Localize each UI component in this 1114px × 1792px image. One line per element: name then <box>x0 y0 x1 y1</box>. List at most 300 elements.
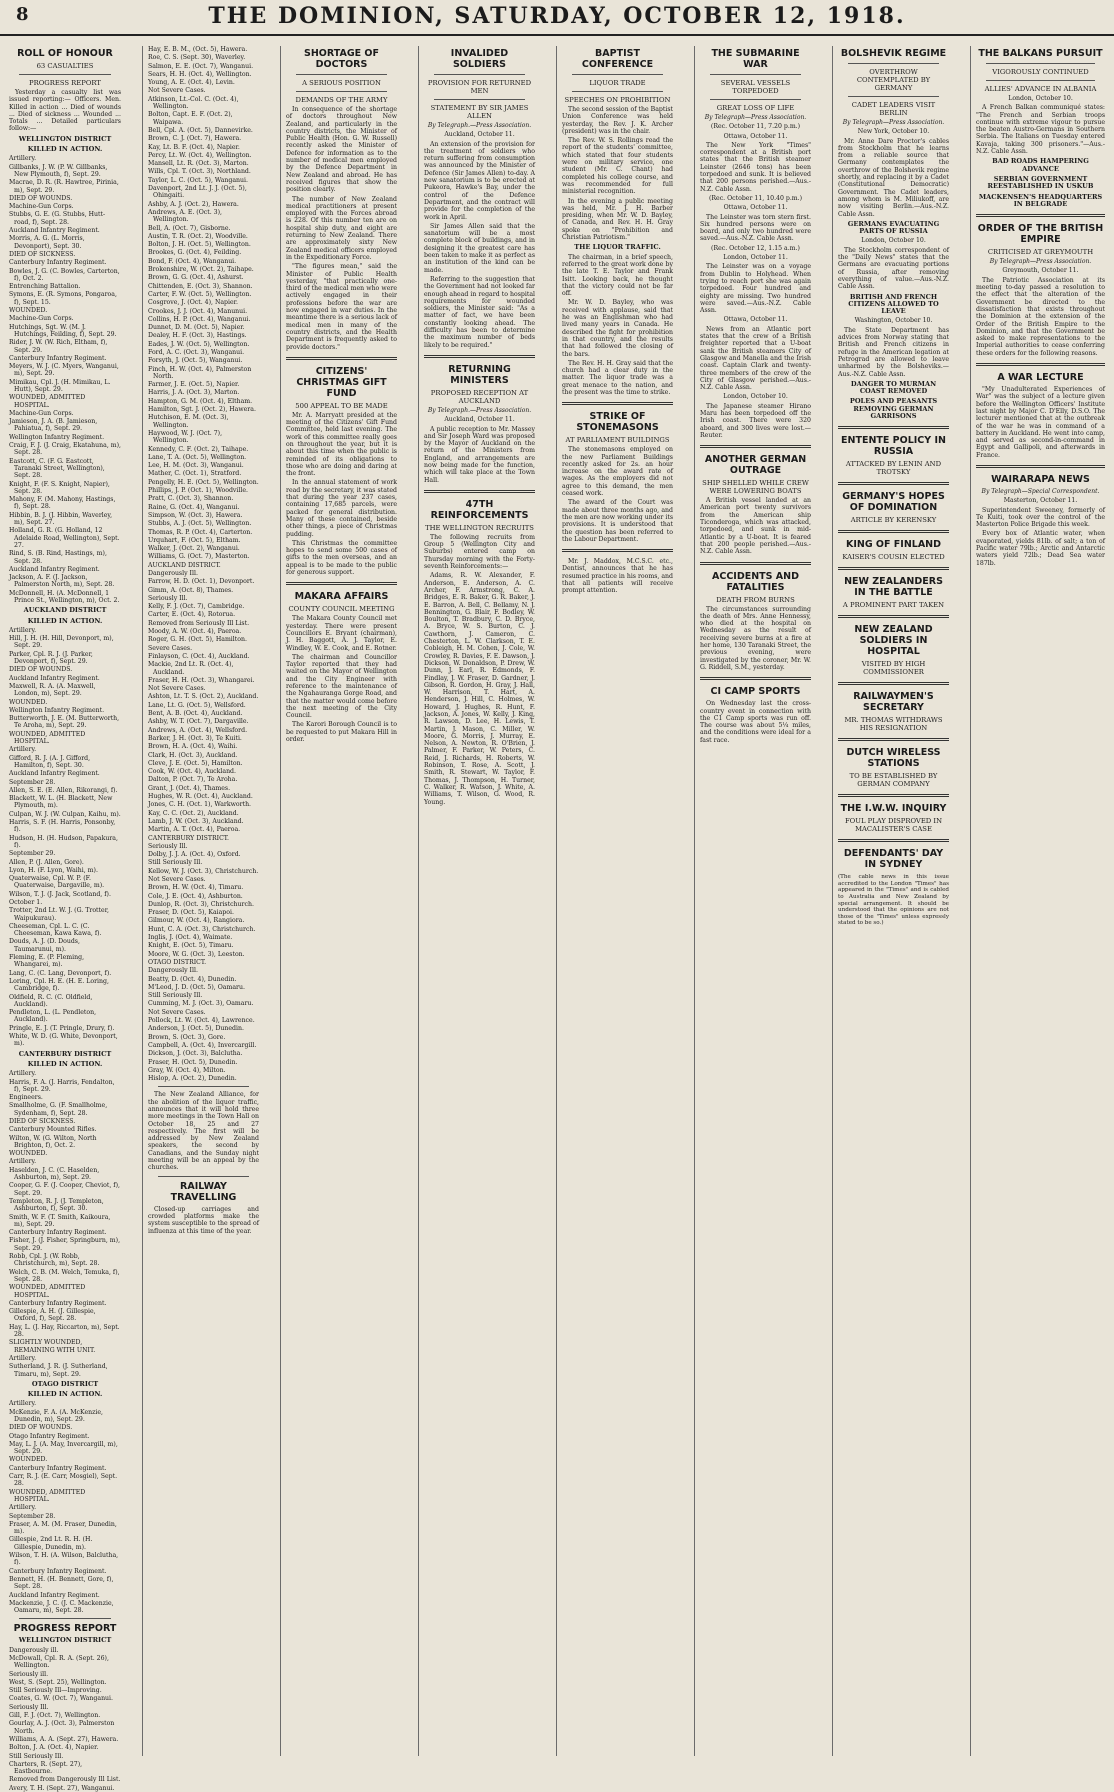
deck: SHIP SHELLED WHILE CREW WERE LOWERING BOATS <box>702 479 809 496</box>
article-body <box>286 106 397 351</box>
list-item: Seriously Ill. <box>148 594 188 602</box>
list-item: Canterbury Infantry Regiment. <box>9 1299 107 1307</box>
list-item: Machine-Gun Corps. <box>9 203 74 211</box>
paragraph: The second session of the Baptist Union Conference was held yesterday, the Rev. J. K. Archer (president) was in the chair. <box>562 106 673 135</box>
divider <box>434 99 525 100</box>
list-item: AUCKLAND DISTRICT. <box>148 561 221 569</box>
list-item: Farrow, H. D. (Oct. 1), Devonport. <box>148 578 255 586</box>
list-item: Entrenching Battalion. <box>9 283 81 291</box>
list-item: September 28. <box>9 778 56 786</box>
list-item: Eades, J. W. (Oct. 5), Wellington. <box>148 340 250 348</box>
list-item: Butterworth, J. E. (M. Butterworth, Te Aroha, m), Sept. 29. <box>9 715 120 730</box>
list-item: Not Severe Cases. <box>148 1008 206 1016</box>
list-item: Eastcott, C. (F. G. Eastcott, Taranaki Street, Wellington), Sept. 28. <box>9 457 105 480</box>
paragraph: The following recruits from Group 5 (Wellington City and Suburbs) entered camp on Thursday morning with the Forty-seventh Reinforcements:— <box>424 533 535 571</box>
list-item: Fleming, E. (P. Fleming, Whangarei, m). <box>9 954 85 969</box>
intro-text: Yesterday a casualty list was issued reporting:— Officers. Men. Killed in action ... Died of wounds ... Died of sickness ... Wounded ... Totals ... Detailed particulars follow:— <box>9 89 121 133</box>
deck: OVERTHROW CONTEMPLATED BY GERMANY <box>856 68 931 92</box>
district-heading: AUCKLAND DISTRICT <box>23 606 107 615</box>
list-item: Percy, Lt. W. (Oct. 4), Wellington. <box>148 151 252 159</box>
divider <box>19 1618 111 1619</box>
list-item: Finlayson, C. (Oct. 4), Auckland. <box>148 652 250 660</box>
list-item: Smith, W. F. (T. Smith, Kaikoura, m), Sept. 29. <box>9 1213 111 1228</box>
list-item: Auckland Infantry Regiment. <box>9 770 100 778</box>
divider <box>158 1176 249 1177</box>
article-body <box>838 138 949 218</box>
received-line: (Rec. October 12, 1.15 a.m.) <box>711 244 800 252</box>
article-body <box>976 507 1105 567</box>
list-item: Machine-Gun Corps. <box>9 409 74 417</box>
headline: THE SUBMARINE WAR <box>711 48 800 70</box>
divider <box>848 63 939 64</box>
list-item: Parker, Cpl. R. J. (J. Parker, Devonport, f), Sept. 29. <box>9 650 93 666</box>
casualty-list <box>9 1070 121 1378</box>
list-item: Artillery. <box>9 1070 37 1078</box>
list-item: Not Severe Cases. <box>148 685 206 693</box>
list-item: M'Leod, J. D. (Oct. 5), Oamaru. <box>148 983 245 991</box>
list-item: Quaterwaise, Cpl. W. P. (F. Quaterwaise, Dargaville, m). <box>9 875 105 890</box>
divider <box>286 357 397 360</box>
list-item: Clark, H. (Oct. 3), Auckland. <box>148 751 238 759</box>
received-line: (Rec. October 11, 10.40 p.m.) <box>708 194 803 202</box>
alliance-notice: The New Zealand Alliance, for the abolition of the liquor traffic, announces that it will hold three more meetings in the Town Hall on October 18, 25 and 27 respectively. The first will be addressed by New Zealand speakers, the second by Canadians, and the Sunday night meeting will be an appeal by the churches. <box>148 1091 259 1172</box>
divider <box>710 99 801 100</box>
list-item: Still Seriously Ill—Improving. <box>9 1687 102 1695</box>
deck: ATTACKED BY LENIN AND TROTSKY <box>845 460 942 477</box>
paragraph: Superintendent Sweeney, formerly of Te Kuiti, took over the control of the Masterton Police Brigade this week. <box>976 506 1105 529</box>
headline: BAPTIST CONFERENCE <box>581 48 654 70</box>
list-item: Wellington Infantry Regiment. <box>9 433 105 441</box>
list-item: Hughes, W. R. (Oct. 4), Auckland. <box>148 793 253 801</box>
list-item: Artillery. <box>9 155 37 163</box>
column-invalided-soldiers <box>418 46 540 1756</box>
list-item: Gill, F. J. (Oct. 7), Wellington. <box>9 1712 101 1720</box>
list-item: OTAGO DISTRICT. <box>148 958 207 966</box>
list-item: Wilson, T. J. (J. Jack, Scotland, f). <box>9 890 111 898</box>
divider <box>838 567 949 570</box>
list-item: McDonnell, H. (A. McDonnell, 1 Prince St., Wellington, m), Oct. 2. <box>9 589 120 604</box>
subheading: THE LIQUOR TRAFFIC. <box>574 243 661 252</box>
list-item: Engineers. <box>9 1094 43 1102</box>
article-body <box>424 426 535 484</box>
headline: ENTENTE POLICY IN RUSSIA <box>841 435 946 458</box>
divider <box>838 738 949 741</box>
list-item: Brokenshire, W. (Oct. 2), Taihape. <box>148 266 254 274</box>
list-item: May, L. J. (A. May, Invercargill, m), Sept. 29. <box>9 1440 118 1456</box>
district-heading: WELLINGTON DISTRICT <box>18 134 112 143</box>
list-item: Chittenden, E. (Oct. 3), Shannon. <box>148 282 253 290</box>
divider <box>562 402 673 405</box>
list-item: Trotter, 2nd Lt. W. J. (G. Trotter, Waipukurau). <box>9 907 109 922</box>
article-body <box>286 412 397 577</box>
list-item: Wills, Cpl. T. (Oct. 3), Northland. <box>148 168 251 176</box>
list-item: Davenport, 2nd Lt. J. J. (Oct. 5), Ohingaiti. <box>148 185 247 200</box>
headline: WAIRARAPA NEWS <box>991 473 1090 485</box>
list-item: Gilmour, W. (Oct. 4), Rangiora. <box>148 917 245 925</box>
deck: SPEECHES ON PROHIBITION <box>564 96 671 104</box>
list-item: Bent, A. B. (Oct. 4), Auckland. <box>148 710 243 718</box>
list-item: Mather, C. (Oct. 1), Stratford. <box>148 470 242 478</box>
received-line: (Rec. October 11, 7.20 p.m.) <box>710 123 801 131</box>
list-item: Roger, G. H. (Oct. 5), Hamilton. <box>148 636 247 644</box>
byline: By Telegraph.—Press Association. <box>427 406 532 414</box>
byline: By Telegraph—Press Association. <box>704 114 807 121</box>
dateline: Ottawa, October 11. <box>723 316 788 324</box>
column-shortage-of-doctors <box>280 46 402 1756</box>
byline: By Telegraph—Press Association. <box>989 258 1092 266</box>
article-body <box>286 615 397 743</box>
list-item: Craig, F. J. (J. Craig, Ekatahuna, m), Sept. 28. <box>9 442 122 457</box>
list-item: Coates, G. W. (Oct. 7), Wanganui. <box>9 1695 113 1703</box>
list-item: Blackett, W. L. (H. Blackett, New Plymouth, m). <box>9 795 113 810</box>
paragraph: The circumstances surrounding the death of Mrs. Anne Hennessy, who died at the hospital on Wednesday as the result of receiving severe burns at a fire at her home, 130 Taranaki Street, the previous evening, were investigated by the coroner, Mr. W. G. Riddell, S.M., yesterday. <box>700 605 811 671</box>
divider <box>986 63 1095 64</box>
divider <box>976 363 1105 366</box>
list-item: Hill, J. H. (H. Hill, Devonport, m), Sept. 29. <box>9 635 114 650</box>
headline: STRIKE OF STONEMASONS <box>576 411 659 434</box>
list-item: Rider, J. W. (W. Rich, Eltham, f), Sept. 29. <box>9 339 108 354</box>
list-item: Simpson, W. (Oct. 3), Hawera. <box>148 511 243 519</box>
deck: ARTICLE BY KERENSKY <box>850 516 937 525</box>
list-item: WOUNDED. <box>9 307 48 315</box>
deck: GREAT LOSS OF LIFE <box>716 104 795 112</box>
list-item: Raine, G. (Oct. 4), Wanganui. <box>148 503 240 511</box>
list-item: Artillery. <box>9 1354 37 1362</box>
article-body <box>838 247 949 291</box>
list-item: Fraser, H. (Oct. 5), Dunedin. <box>148 1058 238 1066</box>
list-item: Kelly, F. J. (Oct. 7), Cambridge. <box>148 603 245 611</box>
subheading: DANGER TO MURMAN COAST REMOVED <box>850 379 937 396</box>
list-item: Campbell, A. (Oct. 4), Invercargill. <box>148 1041 257 1049</box>
deck: COUNTY COUNCIL MEETING <box>288 605 395 614</box>
paragraph: The Rev. H. H. Gray said that the church had a clear duty in the matter. The liquor trade was a great menace to the nation, and the present was the time to strike. <box>562 359 673 396</box>
list-item: Bolton, J. A. (Oct. 4), Napier. <box>9 1744 99 1752</box>
deck: VISITED BY HIGH COMMISSIONER <box>861 660 926 677</box>
headline: MAKARA AFFAIRS <box>294 591 389 603</box>
list-item: Fraser, A. M. (M. Fraser, Dunedin, m). <box>9 1520 117 1536</box>
divider <box>700 677 811 680</box>
list-item: Maxwell, R. A. (A. Maxwell, London, m), Sept. 29. <box>9 682 96 698</box>
list-item: Wellington Infantry Regiment. <box>9 706 105 714</box>
subheading: SERBIAN GOVERNMENT REESTABLISHED IN USKUB <box>987 174 1094 191</box>
list-item: Inglis, J. (Oct. 4), Waimate. <box>148 934 233 942</box>
list-item: Haselden, J. C. (C. Haselden, Ashburton, m), Sept. 29. <box>9 1166 100 1182</box>
list-item: Brookes, G. (Oct. 4), Feilding. <box>148 249 242 257</box>
article-body <box>976 104 1105 155</box>
list-item: Lang, C. (C. Lang, Devonport, f). <box>9 969 112 977</box>
deck: FOUL PLAY DISPROVED IN MACALISTER'S CASE <box>844 817 943 834</box>
list-item: Auckland Infantry Regiment. <box>9 1591 100 1599</box>
byline: By Telegraph.—Press Association. <box>427 122 532 129</box>
paragraph: In the annual statement of work read by the secretary, it was stated that during the year 237 cases, containing 17,685 parcels, were packed for general distribution. Many of these contained, beside other things, a piece of Christmas pudding. <box>286 479 397 538</box>
dateline: New York, October 10. <box>857 128 930 136</box>
list-item: Not Severe Cases. <box>148 87 206 95</box>
divider <box>562 549 673 552</box>
list-item: Brown, H. W. (Oct. 4), Timaru. <box>148 884 244 892</box>
list-item: Artillery. <box>9 746 37 754</box>
dateline: Washington, October 10. <box>854 317 933 325</box>
list-item: Young, A. E. (Oct. 4), Levin. <box>148 79 235 87</box>
paragraph: The State Department has advices from Norway stating that British and French citizens in refuge in the American legation at Petrograd are allowed to leave unharmed by the Bolsheviks.—Aus.-N.Z. Cable Assn. <box>838 326 949 378</box>
headline: ANOTHER GERMAN OUTRAGE <box>704 454 807 477</box>
list-item: Cumming, M. J. (Oct. 3), Oamaru. <box>148 1000 254 1008</box>
paragraph: The New York "Times" correspondent at a British port states that the British steamer Leinster (2646 tons) has been torpedoed and sunk. It is believed that 200 persons perished.—Aus.-N.Z. Cable Assn. <box>700 141 811 193</box>
list-item: Templeton, R. J. (J. Templeton, Ashburton, f), Sept. 30. <box>9 1197 104 1213</box>
list-item: Martin, A. T. (Oct. 4), Paeroa. <box>148 826 241 834</box>
headline: ORDER OF THE BRITISH EMPIRE <box>977 223 1104 246</box>
divider <box>838 615 949 618</box>
list-item: Otago Infantry Regiment. <box>9 1432 90 1440</box>
deck: CADET LEADERS VISIT BERLIN <box>851 101 936 117</box>
casualty-list <box>9 627 121 1048</box>
list-item: Kay, C. C. (Oct. 2), Auckland. <box>148 809 239 817</box>
deck: MR. THOMAS WITHDRAWS HIS RESIGNATION <box>844 716 943 733</box>
paragraph: "My Unadulterated Experiences of War" was the subject of a lecture given before the Wellington Officers' Institute last night by Major C. D'Elly, D.S.O. The lecturer mentioned that at the outbreak of the war he was in command of a battery in Auckland. He went into camp, and served as second-in-command in Egypt and Gallipoli, and afterwards in France. <box>976 386 1105 459</box>
list-item: Hutchings, Sgt. W. (M. J. Hutchings, Feilding, f), Sept. 29. <box>9 323 117 338</box>
paragraph: A public reception to Mr. Massey and Sir Joseph Ward was proposed by the Mayor of Auckland on the return of the Ministers from England, and arrangements are now being made for the function, which will take place at the Town Hall. <box>424 425 535 484</box>
list-item: Auckland Infantry Regiment. <box>9 674 100 682</box>
list-item: September 29. <box>9 850 56 858</box>
list-item: Sutherland, J. R. (J. Sutherland, Timaru, m), Sept. 29. <box>9 1363 108 1378</box>
list-item: Bell, A. (Oct. 7), Gisborne. <box>148 224 231 232</box>
list-item: Williams, G. (Oct. 7), Masterton. <box>148 553 250 561</box>
list-item: Canterbury Infantry Regiment. <box>9 1464 107 1472</box>
list-item: Fisher, J. (J. Fisher, Springburn, m), Sept. 29. <box>9 1237 121 1252</box>
list-item: Rind, S. (B. Rind, Hastings, m), Sept. 28. <box>9 550 107 565</box>
headline: KING OF FINLAND <box>845 539 942 551</box>
list-item: Andrews, A. (Oct. 4), Wellsford. <box>148 726 248 734</box>
divider <box>838 682 949 685</box>
list-item: Artillery. <box>9 1158 37 1166</box>
dateline: London, October 10. <box>1008 95 1073 102</box>
article-body <box>838 327 949 378</box>
list-item: Smallholme, G. (F. Smallholme, Sydenham, f), Sept. 28. <box>9 1102 108 1117</box>
casualty-list <box>148 46 259 1082</box>
paragraph: The Patriotic Association at its meeting to-day passed a resolution to the effect that the alteration of the Government be directed to the dissatisfaction that exists throughout the Dominion at the extension of the Order of the British Empire to the Dominion, and that the Government be asked to make representations to the Imperial authorities to cease conferring these orders for the following reasons. <box>976 276 1105 357</box>
list-item: Gillbanks, J. W. (P. W. Gillbanks, New Plymouth, f), Sept. 29. <box>9 163 108 178</box>
list-item: DIED OF SICKNESS. <box>9 1118 76 1125</box>
divider <box>572 74 663 75</box>
list-item: DIED OF WOUNDS. <box>9 194 73 202</box>
paragraph: On Wednesday last the cross-country event in connection with the C1 Camp sports was run off. The course was about 5¼ miles, and the conditions were ideal for a fast race. <box>700 700 811 744</box>
article-body <box>562 106 673 241</box>
list-item: Severe Cases. <box>148 644 193 652</box>
list-item: Cheeseman, Cpl. L. C. (C. Cheeseman, Kawa Kawa, f). <box>9 922 102 938</box>
list-item: Meyers, W. J. (C. Myers, Wanganui, m), Sept. 29. <box>9 363 119 378</box>
list-item: Auckland Infantry Regiment. <box>9 565 100 573</box>
divider <box>296 74 387 75</box>
list-item: Mansell, Lt. R. (Oct. 3), Marton. <box>148 160 249 168</box>
paragraph: Every box of Atlantic water, when evaporated, yields 81lb. of salt; a ton of Pacific water 79lb.; Arctic and Antarctic waters yield 72lb.; Dead Sea water 187lb. <box>976 530 1105 567</box>
headline: RETURNING MINISTERS <box>448 363 511 386</box>
list-item: Dangerously Ill. <box>148 967 198 975</box>
list-item: Still Seriously Ill. <box>148 859 203 867</box>
deck: AT PARLIAMENT BUILDINGS <box>565 436 670 445</box>
divider <box>700 445 811 448</box>
list-item: Mackenzie, J. C. (J. C. Mackenzie, Oamaru, m), Sept. 28. <box>9 1599 114 1615</box>
headline: THE BALKANS PURSUIT <box>978 48 1103 59</box>
list-item: Dunnet, D. M. (Oct. 5), Napier. <box>148 324 245 332</box>
list-item: DIED OF SICKNESS. <box>9 250 76 258</box>
list-item: Lane, Lt. G. (Oct. 5), Wellsford. <box>148 701 246 709</box>
headline: ROLL OF HONOUR <box>17 48 113 59</box>
list-item: Dealey, H. F. (Oct. 3), Hastings. <box>148 332 247 340</box>
headline: ACCIDENTS AND FATALITIES <box>712 570 799 593</box>
headline: SHORTAGE OF DOCTORS <box>303 48 379 70</box>
list-item: WOUNDED. <box>9 1150 48 1158</box>
list-item: Moody, A. W. (Oct. 4), Paeroa. <box>148 628 242 636</box>
article-body <box>976 277 1105 357</box>
masthead-title: THE DOMINION, SATURDAY, OCTOBER 12, 1918. <box>208 3 906 29</box>
list-item: Finch, H. W. (Oct. 4), Palmerston North. <box>148 365 252 380</box>
list-item: Allen, S. E. (E. Allen, Rikorangi, f). <box>9 786 118 794</box>
list-item: Charters, R. (Sept. 27), Eastbourne. <box>9 1760 83 1776</box>
list-item: Removed from Seriously Ill List. <box>148 619 250 627</box>
list-item: Anderson, J. (Oct. 5), Dunedin. <box>148 1025 244 1033</box>
paragraph: A French Balkan communiqué states: "The French and Serbian troops continue with extreme vigour to pursue the beaten Austro-Germans in Southern Serbia. The Italians on Tuesday entered Kavaja, taking 300 prisoners."—Aus.-N.Z. Cable Assn. <box>976 104 1105 156</box>
dateline: Masterton, October 11. <box>1003 497 1078 505</box>
list-item: Bolton, Capt. E. F. (Oct. 2), Waipawa. <box>148 111 233 126</box>
list-item: Artillery. <box>9 1400 37 1408</box>
list-item: Lamb, J. W. (Oct. 3), Auckland. <box>148 817 244 825</box>
list-item: Brown, H. A. (Oct. 4), Waihi. <box>148 743 238 751</box>
list-item: Andrews, A. E. (Oct. 3), Wellington. <box>148 208 222 224</box>
headline: BOLSHEVIK REGIME <box>840 48 947 59</box>
subheading: BRITISH AND FRENCH CITIZENS ALLOWED TO LEAVE <box>848 292 939 316</box>
list-item: Auckland Infantry Regiment. <box>9 227 100 235</box>
advertisement-text: Mr. J. Maddox, M.C.S.C. etc., Dentist, announces that he has resumed practice in his rooms, and that all patients will receive prompt attention. <box>562 558 673 595</box>
headline: RAILWAY TRAVELLING <box>170 1180 237 1203</box>
list-item: Cole, J. E. (Oct. 4), Ashburton. <box>148 892 243 900</box>
article-body <box>976 386 1105 459</box>
list-item: Brown, G. G. (Oct. 4), Ashurst. <box>148 274 244 282</box>
list-item: Holland, G. R. (G. Holland, 12 Adelaide Road, Wellington), Sept. 27. <box>9 527 120 549</box>
list-item: September 28. <box>9 1512 56 1520</box>
divider <box>838 839 949 842</box>
list-item: Welch, C. B. (M. Welch, Temuka, f), Sept. 28. <box>9 1268 120 1283</box>
list-item: Not Severe Cases. <box>148 875 206 883</box>
article-body <box>562 254 673 397</box>
list-item: Knight, F. (F. S. Knight, Napier), Sept. 28. <box>9 480 110 495</box>
list-item: WOUNDED. <box>9 1456 48 1464</box>
paragraph: The Rev. W. S. Rollings read the report of the students' committee, which stated that four students were on military service, one student (Mr. C. Chant) had completed his college course, and was recommended for full ministerial recognition. <box>562 137 673 196</box>
list-item: Gray, W. (Oct. 4), Milton. <box>148 1066 226 1074</box>
deck: THE WELLINGTON RECRUITS <box>425 523 534 532</box>
list-item: Carter, E. (Oct. 4), Rotorua. <box>148 611 236 619</box>
list-item: Jones, C. H. (Oct. 1), Warkworth. <box>148 801 252 809</box>
article-body <box>700 142 811 193</box>
headline: CITIZENS' CHRISTMAS GIFT FUND <box>296 365 387 399</box>
paragraph: A British vessel landed at an American port twenty survivors from the American ship Ticonderoga, which was attacked, torpedoed, and sunk in mid-Atlantic by a U-boat. It is feared that 200 people perished.—Aus.-N.Z. Cable Assn. <box>700 497 811 556</box>
list-item: WOUNDED. <box>9 698 48 706</box>
paragraph: Mr. A. Marryatt presided at the meeting of the Citizens' Gift Fund Committee, held last evening. The work of this committee really goes on throughout the year, but it is about this time when the public is reminded of its obligations to those who are doing and daring at the front. <box>286 411 397 478</box>
column-submarine-war <box>694 46 816 1756</box>
dateline: London, October 10. <box>723 393 788 401</box>
article-text: Closed-up carriages and crowded platforms make the system susceptible to the spread of influenza at this time of the year. <box>148 1205 259 1235</box>
divider <box>838 530 949 533</box>
list-item: Gimm, A. (Oct. 8), Thames. <box>148 586 234 594</box>
deck: TO BE ESTABLISHED BY GERMAN COMPANY <box>849 772 938 789</box>
list-item: Cook, W. (Oct. 4), Auckland. <box>148 768 236 776</box>
paragraph: The award of the Court was made about three months ago, and the men are now working under its provisions. It is understood that the question has been referred to the Labour Department. <box>562 499 673 543</box>
list-item: Gillespie, 2nd Lt. R. H. (H. Gillespie, Dunedin, m). <box>9 1536 93 1551</box>
list-item: McKenzie, F. A. (A. McKenzie, Dunedin, m), Sept. 29. <box>9 1408 103 1423</box>
paragraph: Mr. W. D. Bayley, who was received with applause, said that he was an Englishman who had lived many years in Canada. He described the fight for prohibition in that country, and the results that had followed the closing of the bars. <box>562 299 673 358</box>
list-item: Pratt, C. (Oct. 3), Shannon. <box>148 495 234 503</box>
paragraph: The stonemasons employed on the new Parliament Buildings recently asked for 2s. an hour increase on the award rate of wages. As the employers did not agree to this demand, the men ceased work. <box>562 446 673 498</box>
category-heading: KILLED IN ACTION. <box>27 616 103 625</box>
dateline: Auckland, October 11. <box>444 131 515 139</box>
divider <box>434 74 525 75</box>
list-item: Farmer, J. E. (Oct. 5), Napier. <box>148 381 240 389</box>
divider <box>286 582 397 585</box>
list-item: WOUNDED, ADMITTED HOSPITAL. <box>9 1284 86 1299</box>
list-item: Hibbin, B. J. (J. Hibbin, Waverley, m), Sept. 27. <box>9 511 113 527</box>
list-item: Urquhart, F. (Oct. 5), Eltham. <box>148 536 241 544</box>
list-item: Atkinson, Lt.-Col. C. (Oct. 4), Wellington. <box>148 95 239 111</box>
list-item: Cooper, G. F. (J. Cooper, Cheviot, f), Sept. 29. <box>9 1182 120 1197</box>
list-item: Culpan, W. J. (W. Culpan, Kaihu, m). <box>9 810 121 818</box>
list-item: Lane, T. A. (Oct. 5), Wellington. <box>148 453 247 461</box>
deck: ALLIES' ADVANCE IN ALBANIA <box>984 85 1097 93</box>
list-item: Harris, F. A. (J. Harris, Fendalton, f), Sept. 29. <box>9 1078 115 1093</box>
divider <box>838 482 949 485</box>
divider <box>19 74 111 75</box>
list-item: Ashton, Lt. T. S. (Oct. 2), Auckland. <box>148 693 259 701</box>
casualty-list <box>9 155 121 604</box>
article-body <box>700 214 811 243</box>
list-item: Mimikau, Cpl. J. (H. Mimikau, L. Hutt), Sept. 29. <box>9 378 111 393</box>
list-item: Haywood, W. J. (Oct. 7), Wellington. <box>148 429 223 445</box>
list-item: WOUNDED, ADMITTED HOSPITAL. <box>9 730 86 746</box>
column-baptist-conference <box>556 46 678 1756</box>
list-item: Harris, S. F. (H. Harris, Ponsonby, f). <box>9 819 116 834</box>
list-item: Pendleton, L. (L. Pendleton, Auckland). <box>9 1009 97 1024</box>
paragraph: Sir James Allen said that the sanatorium will be a most complete block of buildings, and in designing it the greatest care has been taken to make it as perfect as an institution of the kind can be made. <box>424 222 535 274</box>
list-item: Ashby, A. J. (Oct. 2), Hawera. <box>148 200 239 208</box>
dateline: London, October 10. <box>861 237 926 245</box>
casualty-list <box>9 1400 121 1614</box>
dateline: Ottawa, October 11. <box>723 132 788 140</box>
district-heading: CANTERBURY DISTRICT <box>18 1049 112 1058</box>
list-item: WOUNDED, ADMITTED HOSPITAL. <box>9 1488 86 1503</box>
list-item: Pengelly, H. E. (Oct. 5), Wellington. <box>148 478 259 486</box>
paragraph: An extension of the provision for the treatment of soldiers who return suffering from consumption was announced by the Minister of Defence (Sir James Allen) to-day. A new sanatorium is to be erected at Pukeora, Hawke's Bay, under the control of the Defence Department, and the contract will provide for the completion of the work in April. <box>424 140 535 221</box>
list-item: Macrae, D. R. (R. Hawtree, Pirinia, m), Sept. 29. <box>9 179 119 194</box>
headline: NEW ZEALAND SOLDIERS IN HOSPITAL <box>854 624 933 658</box>
divider <box>848 96 939 97</box>
paragraph: This Christmas the committee hopes to send some 500 cases of gifts to the men overseas, and an appeal is to be made to the public for generous support. <box>286 539 397 577</box>
list-item: Seriously Ill. <box>9 1703 49 1711</box>
list-item: Bond, F. (Oct. 4), Wanganui. <box>148 257 237 265</box>
dateline: Ottawa, October 11. <box>723 204 788 212</box>
list-item: Kellow, W. J. (Oct. 3), Christchurch. <box>148 867 259 875</box>
divider <box>424 355 535 358</box>
list-item: Morris, A. G. (L. Morris, Devonport), Sept. 30. <box>9 235 85 250</box>
list-item: Grant, J. (Oct. 4), Thames. <box>148 784 231 792</box>
list-item: DIED OF WOUNDS. <box>9 1424 73 1432</box>
divider <box>700 562 811 565</box>
paragraph: The Karori Borough Council is to be requested to put Makara Hill in order. <box>286 721 397 744</box>
list-item: Walker, J. (Oct. 2), Wanganui. <box>148 545 240 553</box>
article-body <box>424 534 535 806</box>
deck: LIQUOR TRADE <box>589 79 646 87</box>
list-item: Removed from Dangerously Ill List. <box>9 1776 121 1784</box>
list-item: Symons, E. (R. Symons, Pongaroa, f), Sept. 15. <box>9 291 117 306</box>
list-item: Dunlop, R. (Oct. 3), Christchurch. <box>148 900 254 908</box>
byline: By Telegraph—Special Correspondent. <box>981 487 1100 495</box>
deck: PROVISION FOR RETURNED MEN <box>427 79 532 95</box>
